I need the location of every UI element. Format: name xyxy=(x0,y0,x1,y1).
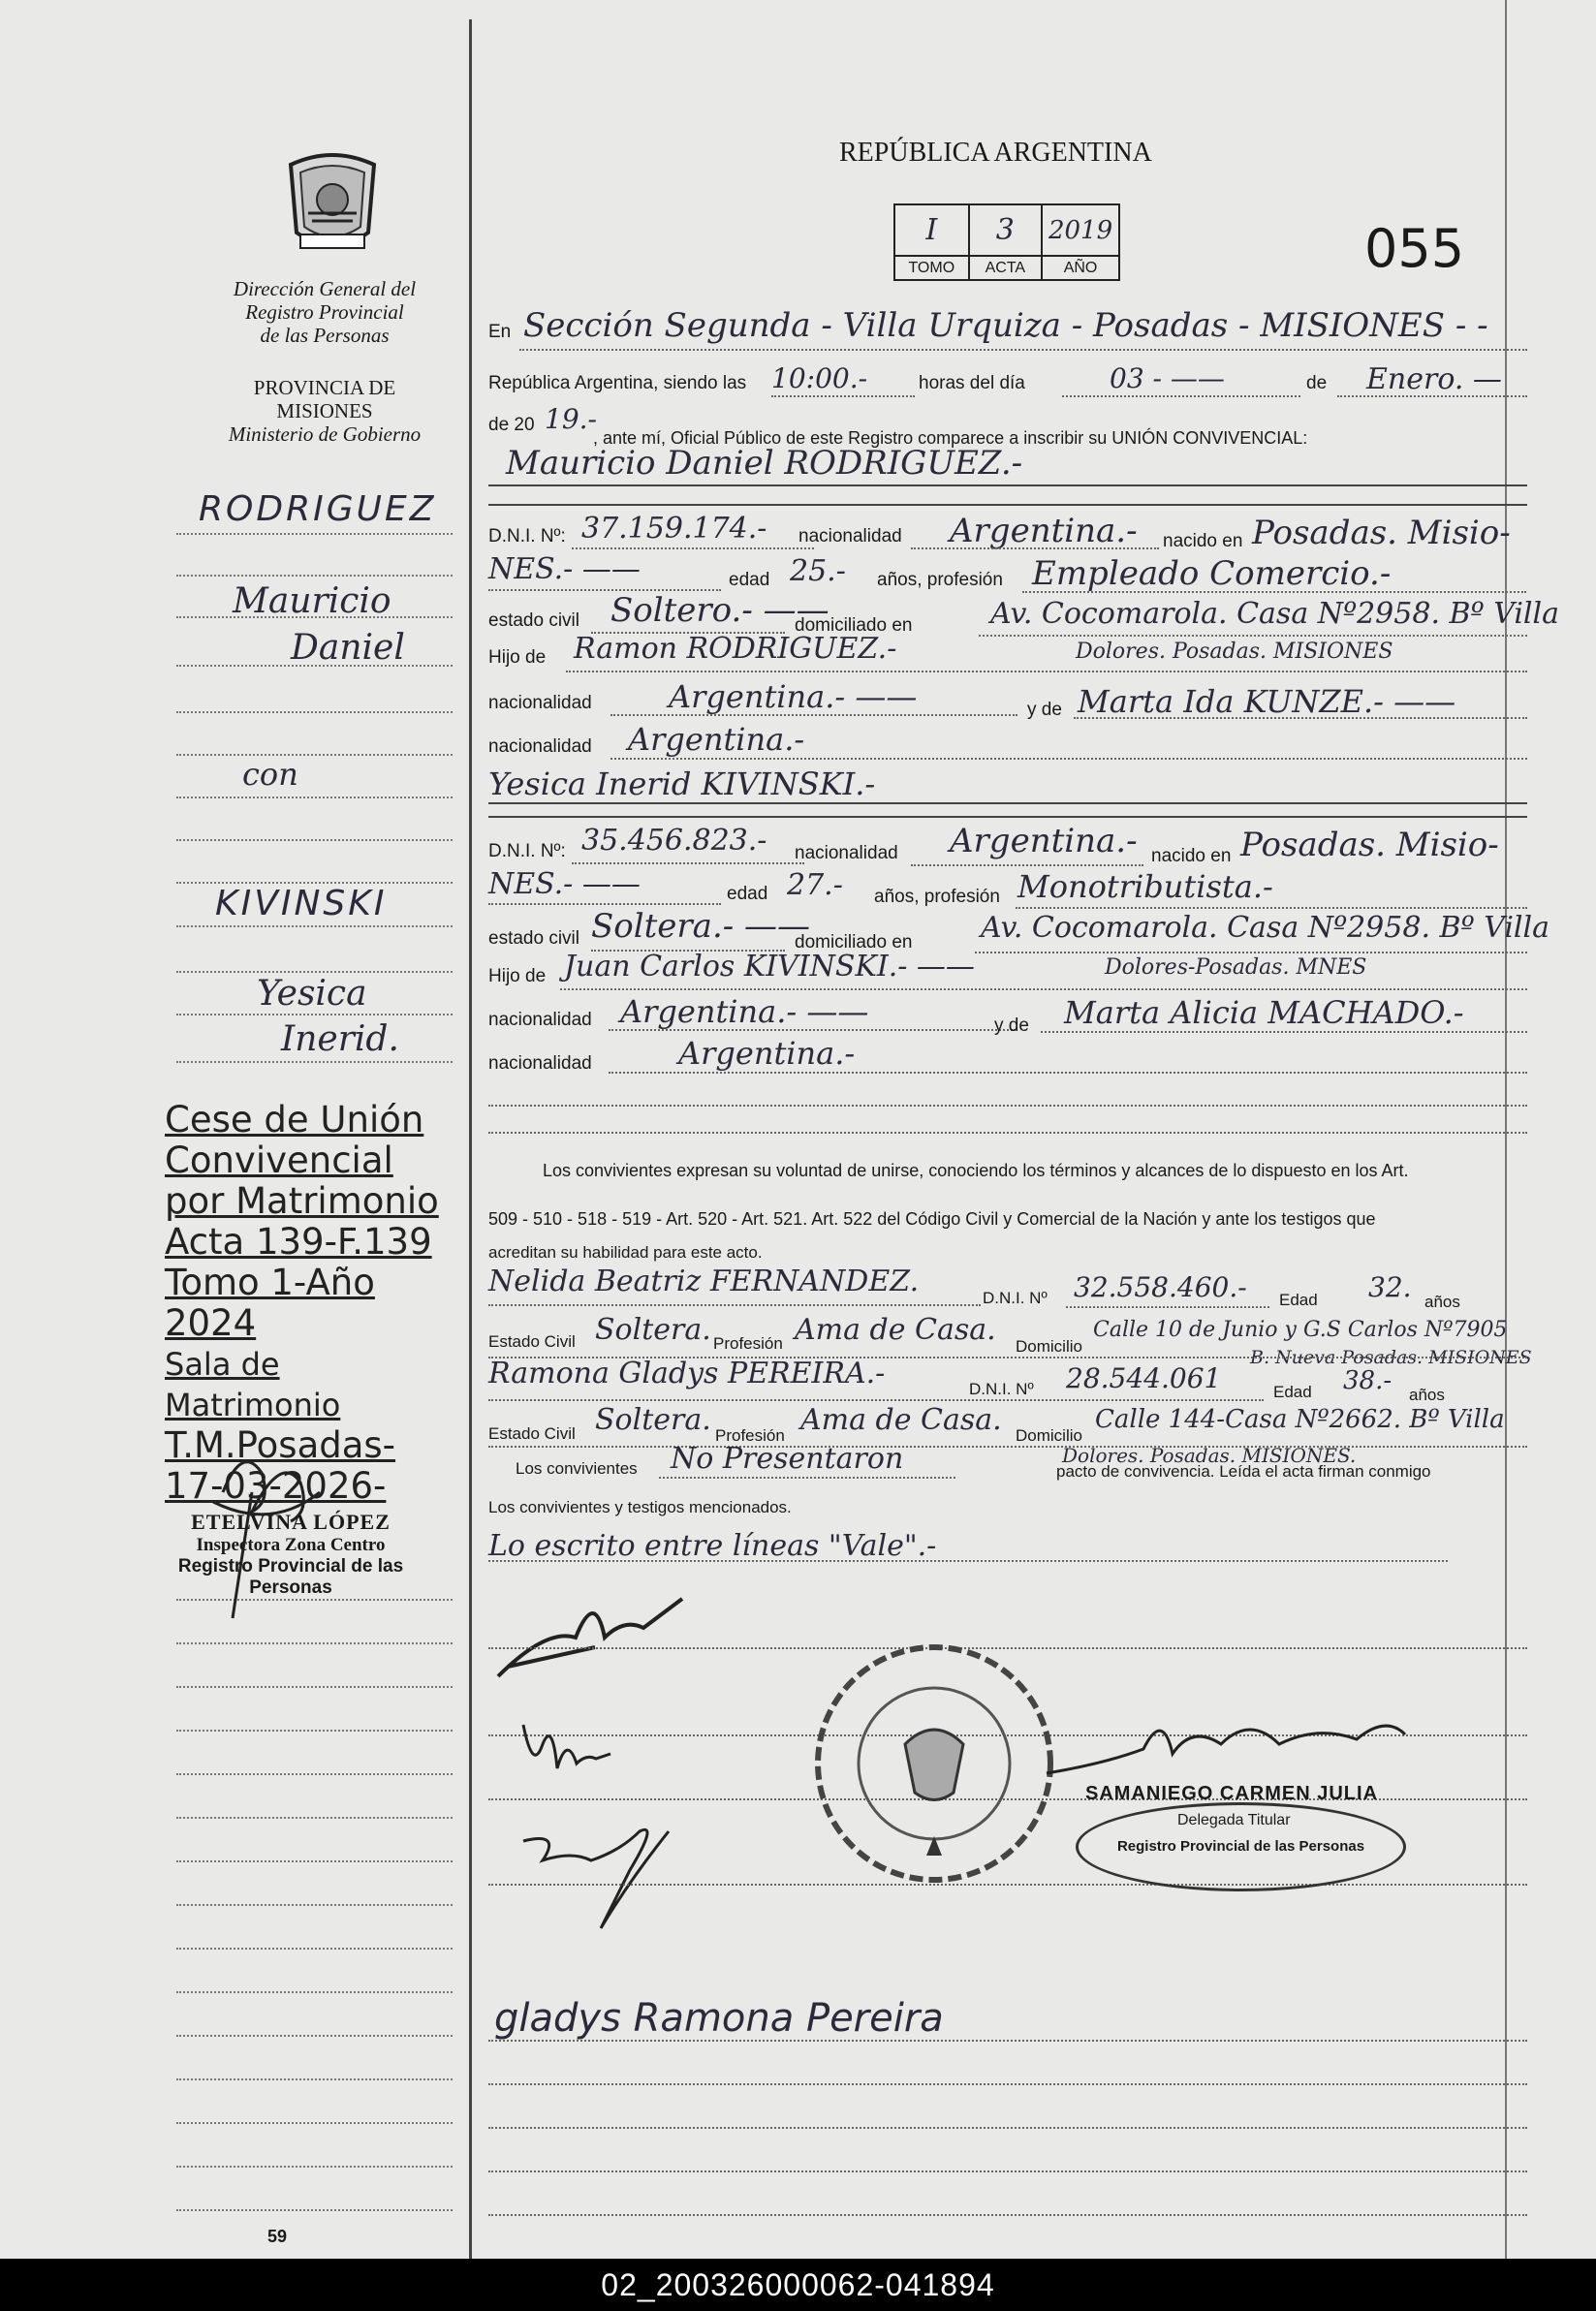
yde-label-1: y de xyxy=(1027,700,1062,720)
person2-dni: 35.456.823.- xyxy=(581,824,767,858)
office-line-1: Dirección General del xyxy=(233,277,417,300)
estado-civil-label-1: estado civil xyxy=(488,610,579,631)
declaration-line-2: 509 - 510 - 518 - 519 - Art. 520 - Art. 521. Art. 522 del Código Civil y Comercial de la Nación y ante los testigos que xyxy=(488,1209,1376,1229)
inspector-office: Registro Provincial de las Personas xyxy=(177,1556,404,1598)
signature-3 xyxy=(514,1822,707,1938)
person2-father-nationality: Argentina.- —— xyxy=(620,993,869,1030)
margin-given-2b: Inerid. xyxy=(281,1019,399,1059)
province-line-1: PROVINCIA DE xyxy=(253,376,396,399)
person2-birthplace-2: NES.- —— xyxy=(488,867,641,901)
nac-label-1b: nacionalidad xyxy=(488,693,592,713)
edad-label-1: edad xyxy=(729,570,770,590)
signature-last: gladys Ramona Pereira xyxy=(494,1996,944,2041)
nacido-label-2: nacido en xyxy=(1151,846,1232,866)
office-line-2: Registro Provincial xyxy=(245,300,404,324)
signature-1 xyxy=(488,1579,702,1686)
footer-barcode-bar xyxy=(0,2259,1596,2311)
nac-label-1c: nacionalidad xyxy=(488,736,592,757)
witness2-address: Calle 144-Casa Nº2662. Bº Villa xyxy=(1095,1405,1505,1434)
witness1-profession: Ama de Casa. xyxy=(795,1313,996,1347)
person1-father-nationality: Argentina.- —— xyxy=(669,678,918,715)
official-office-oval xyxy=(1076,1802,1406,1891)
person1-address-2: Dolores. Posadas. MISIONES xyxy=(1076,640,1393,664)
annotation-line-7: T.M.Posadas- xyxy=(165,1424,396,1466)
left-panel xyxy=(0,0,465,2259)
barcode-text: 02_200326000062-041894 xyxy=(601,2267,995,2302)
person1-birthplace-2: NES.- —— xyxy=(488,552,641,586)
margin-given-1b: Daniel xyxy=(291,628,405,668)
annotation-line-2: Convivencial xyxy=(165,1140,393,1181)
dni-label-w2: D.N.I. Nº xyxy=(969,1380,1034,1398)
person2-nationality: Argentina.- xyxy=(950,822,1138,860)
nac-label-2b: nacionalidad xyxy=(488,1010,592,1030)
witness1-age: 32. xyxy=(1368,1271,1412,1303)
person2-civil: Soltera.- —— xyxy=(591,907,811,946)
official-name: SAMANIEGO CARMEN JULIA xyxy=(1085,1783,1379,1804)
person1-nationality: Argentina.- xyxy=(950,512,1138,550)
person1-name: Mauricio Daniel RODRIGUEZ.- xyxy=(506,444,1023,483)
time-value: 10:00.- xyxy=(771,362,868,394)
person1-mother: Marta Ida KUNZE.- —— xyxy=(1078,683,1456,720)
margin-con: con xyxy=(242,756,298,793)
annotation-line-6: Sala de Matrimonio xyxy=(165,1346,341,1423)
acta-number: 055 xyxy=(1364,218,1465,279)
dni-label-w1: D.N.I. Nº xyxy=(983,1289,1048,1307)
anios-prof-label-1: años, profesión xyxy=(877,570,1003,590)
day-value: 03 - —— xyxy=(1110,362,1225,394)
hijo-label-1: Hijo de xyxy=(488,647,547,668)
en-label: En xyxy=(488,322,512,342)
domiciliado-label-2: domiciliado en xyxy=(795,932,913,953)
inspector-block xyxy=(145,1510,436,1599)
left-vertical-rule xyxy=(469,19,472,2259)
anio-value: 2019 xyxy=(1048,215,1113,245)
witness2-civil: Soltera. xyxy=(595,1403,711,1437)
signature-2 xyxy=(514,1715,620,1783)
witness2-name: Ramona Gladys PEREIRA.- xyxy=(488,1357,886,1390)
domiciliado-label-1: domiciliado en xyxy=(795,615,913,636)
annotation-line-8: 17-03-2026- xyxy=(165,1465,387,1507)
person2-address: Av. Cocomarola. Casa Nº2958. Bº Villa xyxy=(981,911,1550,945)
inspector-name: ETELVINA LÓPEZ xyxy=(191,1510,391,1534)
acta-label: ACTA xyxy=(969,256,1042,280)
edad-label-w2: Edad xyxy=(1273,1383,1312,1401)
inspector-role: Inspectora Zona Centro xyxy=(196,1535,386,1555)
anios-label-w1: años xyxy=(1424,1293,1460,1311)
witness1-dni: 32.558.460.- xyxy=(1074,1271,1247,1303)
country-title: REPÚBLICA ARGENTINA xyxy=(839,138,1152,168)
domicilio-label-w1: Domicilio xyxy=(1016,1337,1082,1356)
acta-value: 3 xyxy=(995,213,1015,248)
margin-given-1a: Mauricio xyxy=(233,581,391,621)
nac-label-1: nacionalidad xyxy=(798,526,902,547)
official-office: Registro Provincial de las Personas xyxy=(1116,1838,1365,1855)
witness2-address-2: Dolores. Posadas. MISIONES. xyxy=(1062,1444,1357,1467)
person1-birthplace: Posadas. Misio- xyxy=(1252,514,1511,552)
margin-given-2a: Yesica xyxy=(257,974,367,1014)
domicilio-label-w2: Domicilio xyxy=(1016,1426,1082,1445)
rep-label: República Argentina, siendo las xyxy=(488,373,747,393)
witness2-profession: Ama de Casa. xyxy=(800,1403,1002,1437)
estado-civil-label-w2: Estado Civil xyxy=(488,1424,576,1443)
official-role: Delegada Titular xyxy=(1177,1812,1291,1828)
official-stamp xyxy=(1076,1773,1405,1889)
witness1-civil: Soltera. xyxy=(595,1313,711,1347)
witness1-address: Calle 10 de Junio y G.S Carlos Nº7905 xyxy=(1093,1318,1508,1342)
person1-age: 25.- xyxy=(790,554,846,588)
province-line-2: MISIONES xyxy=(276,399,373,422)
page-number: 59 xyxy=(267,2227,288,2246)
tomo-value: I xyxy=(925,213,938,248)
hijo-label-2: Hijo de xyxy=(488,966,547,986)
office-title xyxy=(194,277,455,347)
year-value: 19.- xyxy=(545,403,597,435)
person2-address-2: Dolores-Posadas. MNES xyxy=(1105,955,1367,980)
margin-surname-1: RODRIGUEZ xyxy=(199,489,437,529)
edad-label-w1: Edad xyxy=(1279,1291,1318,1309)
person1-address: Av. Cocomarola. Casa Nº2958. Bº Villa xyxy=(990,597,1560,631)
annotation-line-5: Tomo 1-Año 2024 xyxy=(165,1262,375,1344)
margin-surname-2: KIVINSKI xyxy=(215,884,388,923)
declaration-line-1: Los convivientes expresan su voluntad de unirse, conociendo los términos y alcances de lo dispuesto en los Art. xyxy=(543,1161,1409,1180)
annotation-line-3: por Matrimonio xyxy=(165,1180,439,1222)
estado-civil-label-2: estado civil xyxy=(488,928,579,949)
intro-text: , ante mí, Oficial Público de este Registro comparece a inscribir su UNIÓN CONVIVENCIAL: xyxy=(593,428,1308,448)
nac-label-2: nacionalidad xyxy=(795,843,898,863)
pact-value: No Presentaron xyxy=(671,1442,904,1476)
ministry-name: Ministerio de Gobierno xyxy=(228,422,422,446)
person2-age: 27.- xyxy=(787,868,843,902)
person1-profession: Empleado Comercio.- xyxy=(1032,554,1392,593)
closing-line: Los convivientes y testigos mencionados. xyxy=(488,1498,792,1516)
person2-name: Yesica Inerid KIVINSKI.- xyxy=(488,765,876,802)
witness1-address-2: B. Nueva Posadas. MISIONES xyxy=(1250,1347,1532,1368)
nac-label-2c: nacionalidad xyxy=(488,1053,592,1074)
annotation-line-1: Cese de Unión xyxy=(165,1099,424,1140)
yde-label-2: y de xyxy=(994,1015,1029,1036)
province-title xyxy=(194,376,455,446)
person1-civil: Soltero.- —— xyxy=(610,591,829,630)
annotation-line-4: Acta 139-F.139 xyxy=(165,1221,432,1263)
de-label: de xyxy=(1306,373,1328,393)
dni-label-2: D.N.I. Nº: xyxy=(488,841,566,861)
pact-text: pacto de convivencia. Leída el acta firman conmigo xyxy=(1056,1462,1431,1481)
anio-label: AÑO xyxy=(1042,256,1119,280)
month-value: Enero. — xyxy=(1366,362,1502,396)
official-round-seal-icon xyxy=(808,1638,1060,1889)
person1-dni: 37.159.174.- xyxy=(581,512,767,546)
nacido-label-1: nacido en xyxy=(1163,531,1243,551)
place-value: Sección Segunda - Villa Urquiza - Posadas - MISIONES - - xyxy=(523,306,1488,345)
estado-civil-label-w1: Estado Civil xyxy=(488,1332,576,1351)
declaration-line-3: acreditan su habilidad para este acto. xyxy=(488,1243,763,1262)
witness2-dni: 28.544.061 xyxy=(1066,1362,1222,1394)
person1-father: Ramon RODRIGUEZ.- xyxy=(574,632,897,666)
person2-father: Juan Carlos KIVINSKI.- —— xyxy=(564,950,975,984)
note-between-lines: Lo escrito entre líneas "Vale".- xyxy=(488,1529,937,1563)
horas-label: horas del día xyxy=(919,373,1025,393)
anios-label-w2: años xyxy=(1409,1386,1445,1404)
office-line-3: de las Personas xyxy=(260,324,390,347)
pact-label: Los convivientes xyxy=(516,1459,638,1478)
person2-mother: Marta Alicia MACHADO.- xyxy=(1064,994,1464,1031)
person1-mother-nationality: Argentina.- xyxy=(628,721,805,758)
witness1-name: Nelida Beatriz FERNANDEZ. xyxy=(488,1265,920,1298)
de20-label: de 20 xyxy=(488,415,535,435)
person2-birthplace: Posadas. Misio- xyxy=(1240,826,1499,864)
profesion-label-w1: Profesión xyxy=(713,1334,783,1353)
profesion-label-w2: Profesión xyxy=(715,1426,785,1445)
person2-profession: Monotributista.- xyxy=(1017,868,1273,905)
form-body xyxy=(485,0,1560,2259)
tomo-label: TOMO xyxy=(894,256,969,280)
edad-label-2: edad xyxy=(727,884,768,904)
province-seal-icon xyxy=(279,143,386,260)
witness2-age: 38.- xyxy=(1343,1366,1393,1395)
anios-prof-label-2: años, profesión xyxy=(874,887,1000,907)
dni-label-1: D.N.I. Nº: xyxy=(488,526,566,547)
person2-mother-nationality: Argentina.- xyxy=(678,1035,856,1072)
